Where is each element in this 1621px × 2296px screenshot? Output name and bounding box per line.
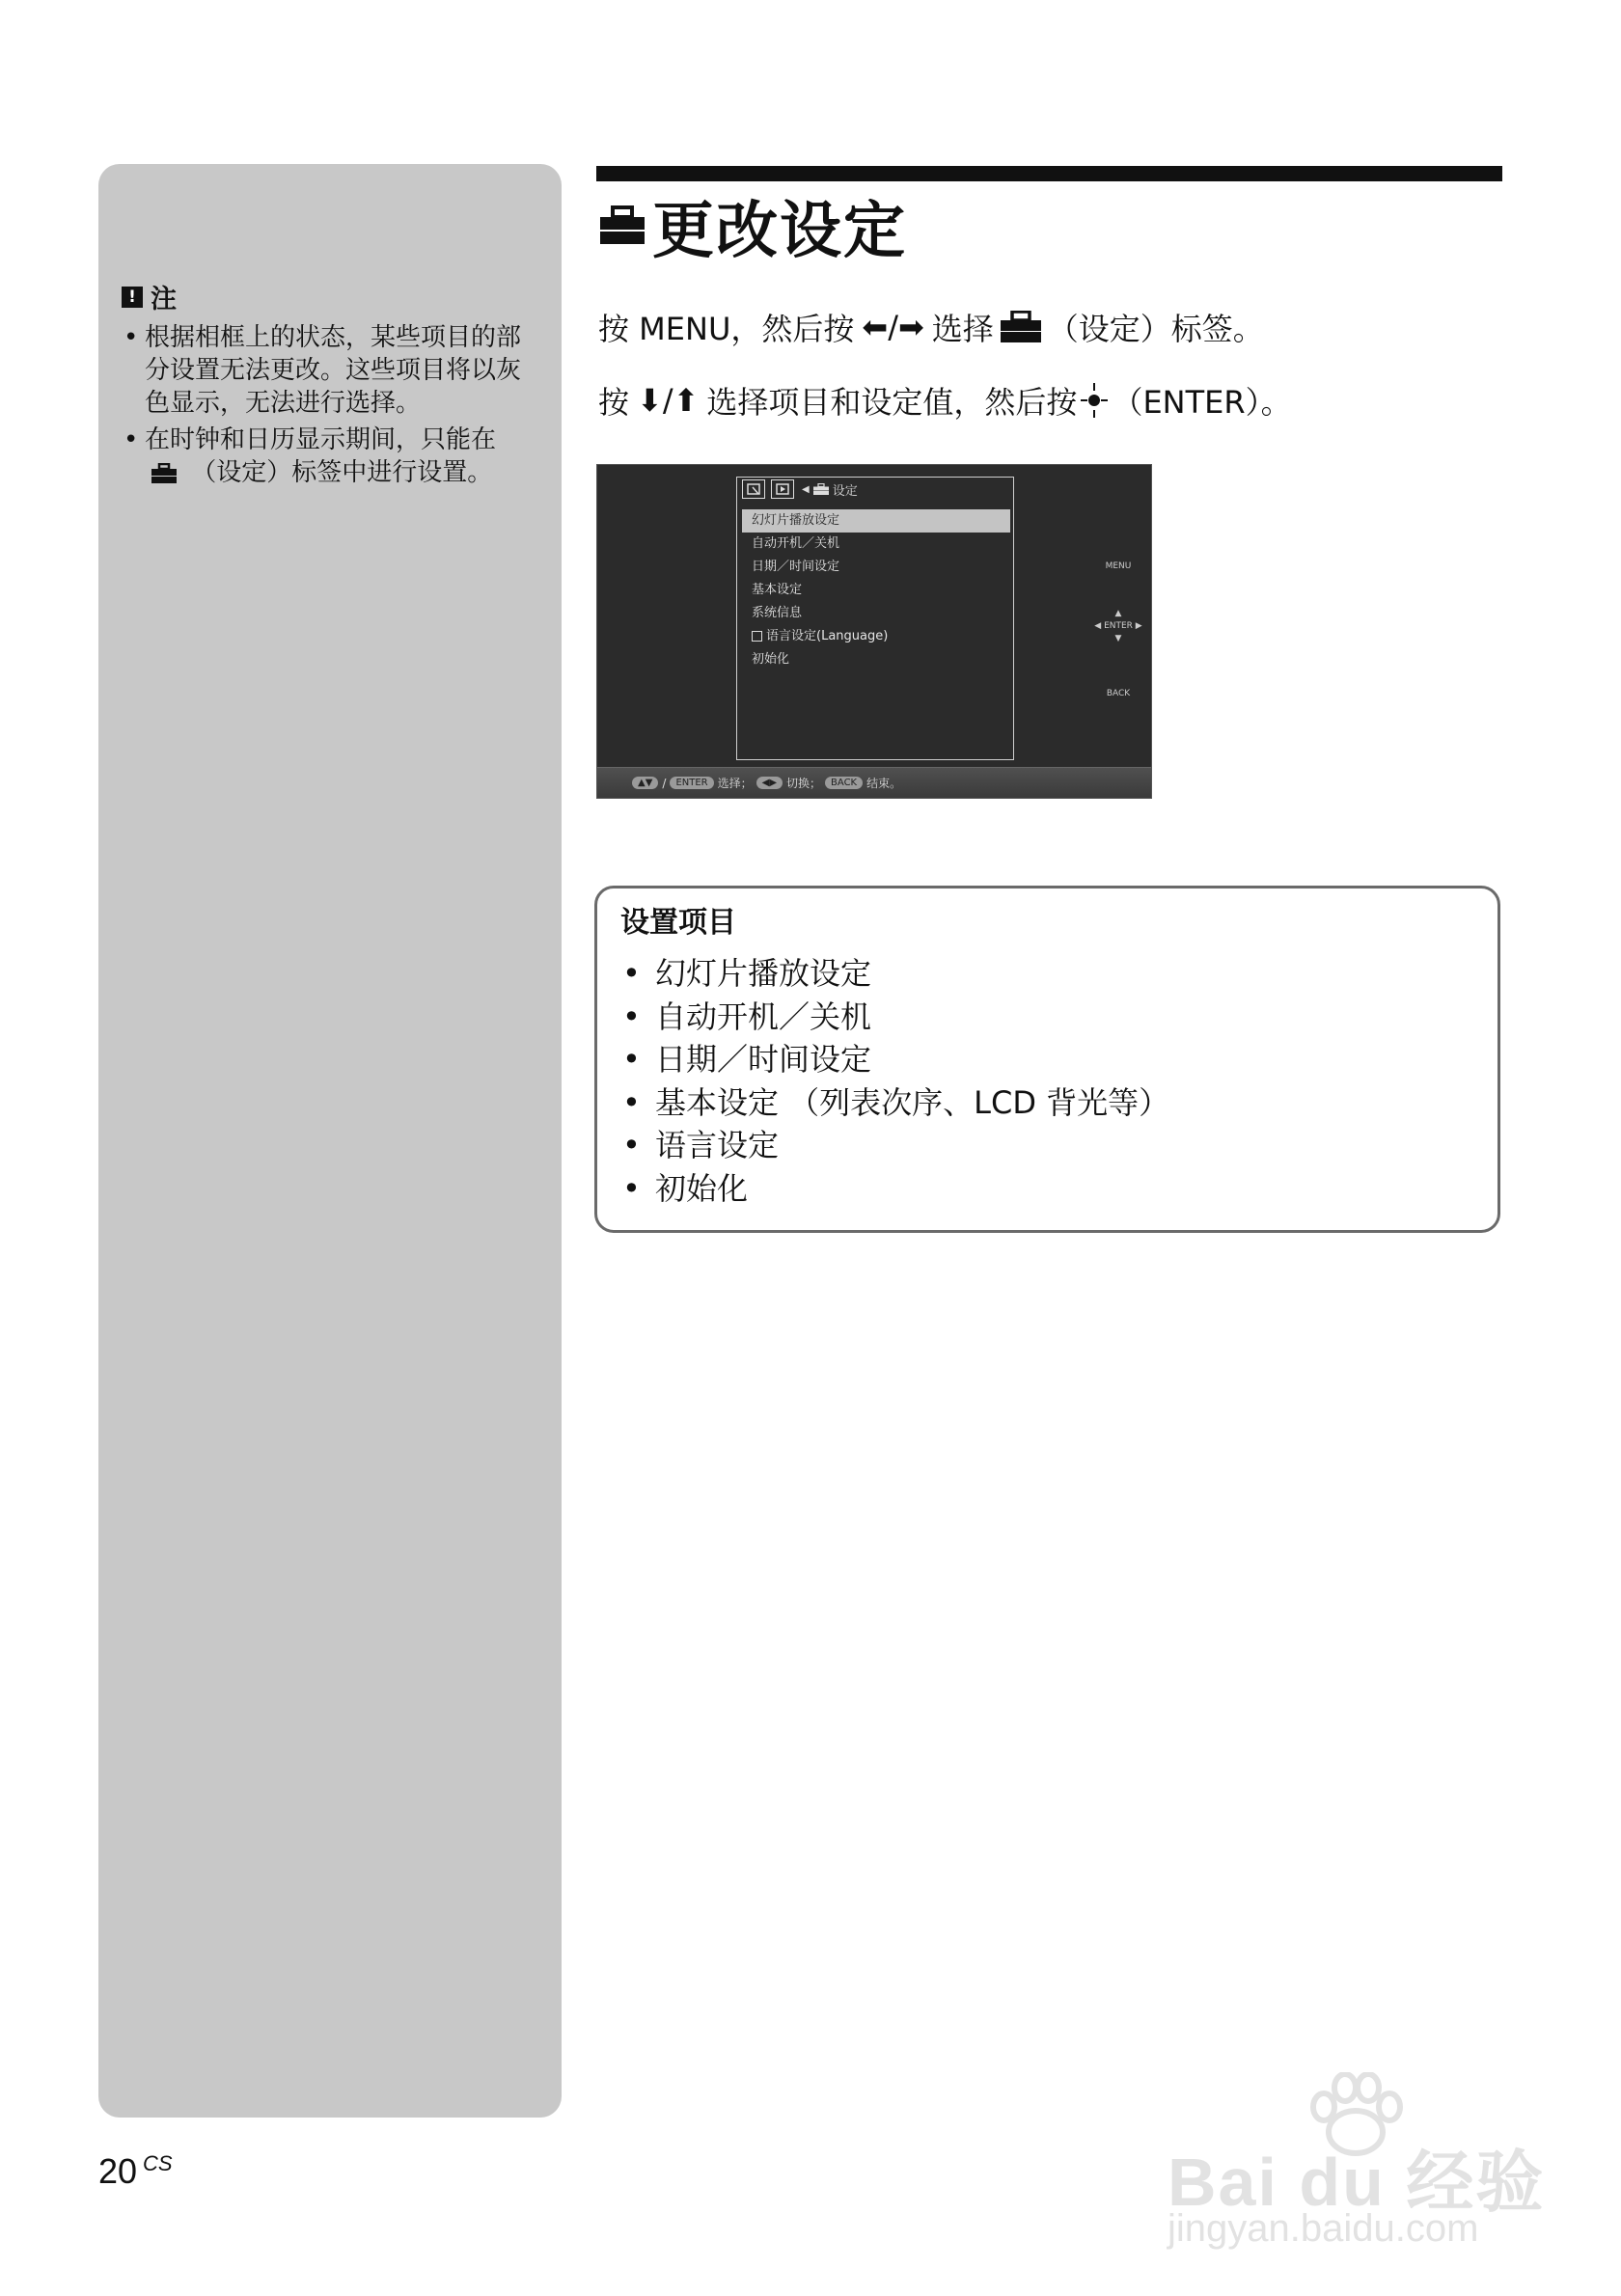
- step-text: 按 MENU，然后按: [598, 311, 855, 347]
- step-text: （设定）标签。: [1047, 311, 1264, 347]
- side-enter-label: ENTER: [1104, 621, 1133, 631]
- up-arrow-icon: ▲: [1114, 609, 1122, 618]
- step-text: 选择项目和设定值，然后按: [706, 384, 1078, 421]
- menu-tabs: [736, 477, 858, 502]
- settings-item: • 基本设定 （列表次序、LCD 背光等）: [620, 1081, 1169, 1125]
- toolbox-icon: [813, 483, 829, 495]
- note-list: [122, 321, 536, 489]
- toolbox-icon: [151, 463, 178, 484]
- footer-end: 结束。: [866, 777, 902, 790]
- menu-item-label: 语言设定(Language): [766, 629, 889, 643]
- watermark-brand: Bai du 经验: [1168, 2145, 1546, 2220]
- toolbox-icon: [598, 205, 646, 246]
- play-icon: [776, 483, 789, 495]
- menu-item[interactable]: 系统信息: [752, 606, 803, 620]
- note-item-text: （设定）标签中进行设置。: [191, 458, 493, 487]
- menu-item[interactable]: 初始化: [752, 652, 790, 667]
- page-number: [98, 2151, 173, 2192]
- menu-item[interactable]: 基本设定: [752, 583, 803, 597]
- down-up-arrows-icon: ⬇/⬆: [637, 382, 700, 419]
- caret-left-icon: ◀: [802, 483, 810, 495]
- tab-settings[interactable]: [802, 480, 858, 499]
- enter-button-icon: [1081, 383, 1108, 418]
- edit-icon: [747, 483, 760, 495]
- page-number-value: 20: [98, 2151, 138, 2191]
- step-text: （ENTER）。: [1112, 384, 1292, 421]
- side-pad-row: ◀ ENTER ▶: [1094, 621, 1142, 631]
- page-title-text: 更改设定: [652, 196, 907, 267]
- screen-footer: [597, 767, 1151, 798]
- note-heading: [122, 278, 536, 315]
- back-pill: BACK: [825, 777, 863, 789]
- note-title: 注: [151, 285, 177, 314]
- side-menu-label: MENU: [1105, 561, 1132, 571]
- settings-item: • 语言设定: [620, 1124, 1169, 1167]
- settings-item: • 自动开机／关机: [620, 996, 1169, 1039]
- note-item: • 根据相框上的状态，某些项目的部分设置无法更改。这些项目将以灰色显示，无法进行选择。: [122, 321, 536, 420]
- left-right-pill-icon: ◀▶: [756, 777, 783, 789]
- settings-list: [620, 952, 1169, 1210]
- watermark-url: jingyan.baidu.com: [1168, 2207, 1479, 2250]
- title-rule: [596, 166, 1502, 181]
- step-1: [598, 305, 1264, 349]
- page-title: [598, 187, 907, 267]
- menu-item[interactable]: 日期／时间设定: [752, 560, 840, 574]
- settings-box: [594, 886, 1500, 1233]
- page-lang-code: CS: [143, 2151, 173, 2175]
- footer-separator: /: [662, 776, 667, 790]
- baidu-watermark: [1158, 2072, 1563, 2265]
- up-down-pill-icon: ▲▼: [632, 777, 658, 789]
- settings-item: • 幻灯片播放设定: [620, 952, 1169, 996]
- note-item-text: 在时钟和日历显示期间，只能在: [145, 425, 497, 454]
- note-block: [122, 278, 536, 493]
- menu-item[interactable]: [742, 625, 1010, 648]
- language-icon: [752, 631, 762, 642]
- left-right-arrows-icon: ⬅/➡: [862, 309, 924, 345]
- tab-settings-label: 设定: [832, 483, 858, 499]
- footer-switch: 切换；: [786, 777, 822, 790]
- side-pad: [1089, 608, 1147, 645]
- side-back-label: BACK: [1106, 689, 1131, 698]
- note-item: [122, 424, 536, 489]
- tab-edit[interactable]: [742, 479, 765, 499]
- down-arrow-icon: ▼: [1114, 634, 1122, 643]
- menu-item[interactable]: 自动开机／关机: [752, 536, 840, 551]
- menu-list: [742, 509, 1010, 671]
- menu-item[interactable]: 幻灯片播放设定: [742, 509, 1010, 533]
- settings-item: • 日期／时间设定: [620, 1038, 1169, 1081]
- settings-item: • 初始化: [620, 1167, 1169, 1211]
- note-sidebar: [98, 164, 562, 2118]
- step-text: 选择: [931, 311, 994, 347]
- step-2: [598, 378, 1292, 423]
- enter-pill: ENTER: [670, 777, 713, 789]
- note-icon: !: [122, 287, 143, 308]
- step-text: 按: [598, 384, 630, 421]
- settings-title: 设置项目: [620, 906, 736, 940]
- device-screen: [596, 464, 1152, 799]
- tab-play[interactable]: [771, 479, 794, 499]
- footer-select: 选择；: [717, 777, 753, 790]
- toolbox-icon: [1000, 311, 1042, 343]
